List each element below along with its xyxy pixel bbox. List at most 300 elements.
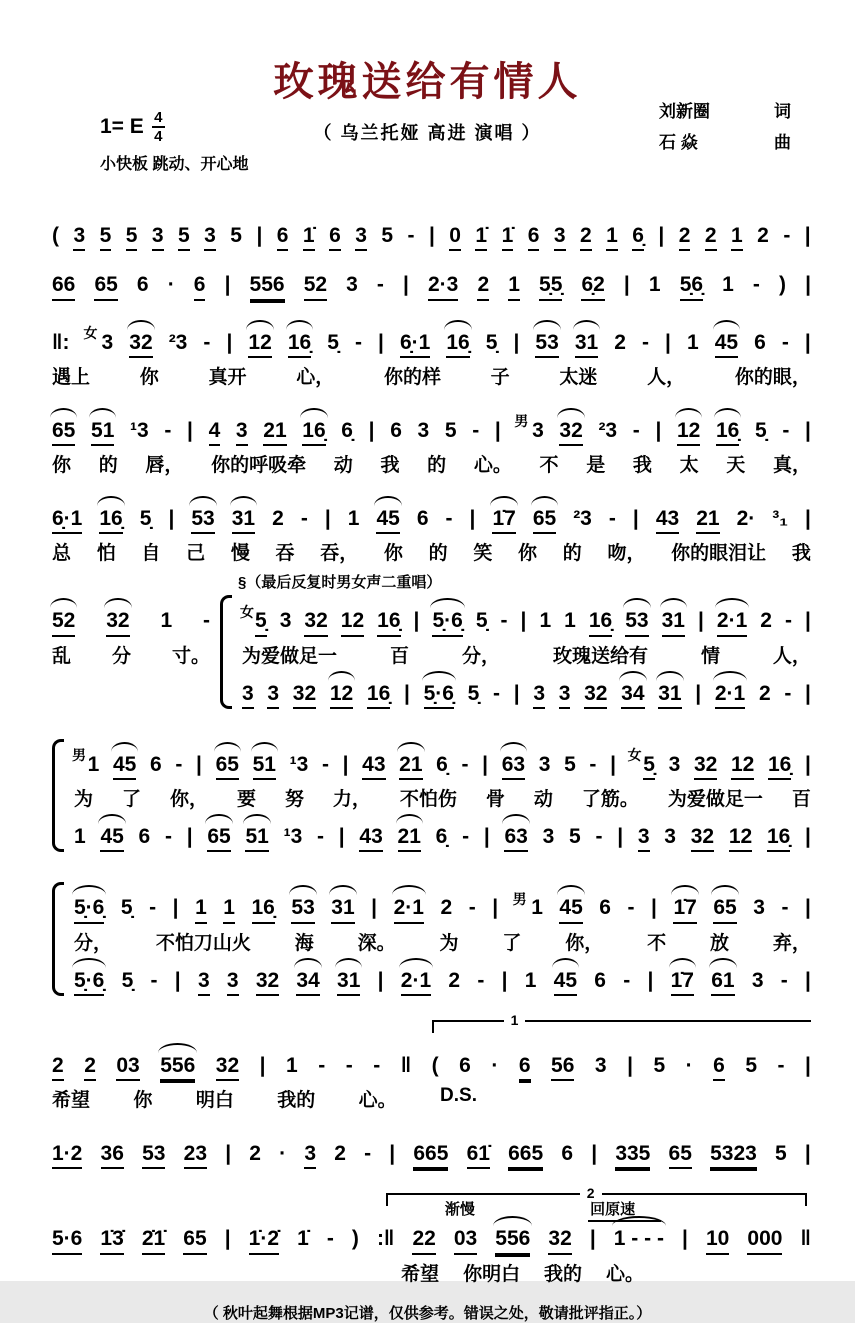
music-line	[52, 1213, 811, 1254]
bar-line: |	[469, 507, 476, 530]
note-token: 5	[381, 224, 394, 247]
lyric-syllable: 骨	[485, 789, 505, 810]
note-token: 2	[760, 609, 772, 633]
note-token: 2·1	[715, 681, 745, 709]
lyric-syllable: 分，	[461, 645, 500, 667]
bar-line: |	[259, 1053, 266, 1077]
lyric-syllable: 力，	[332, 789, 371, 810]
note-token: 335	[615, 1141, 650, 1169]
lyric-syllable: 总	[52, 543, 72, 565]
lyrics-line	[242, 641, 811, 668]
note-token: 22	[412, 1226, 435, 1254]
lyric-syllable: 慢	[230, 543, 250, 565]
lyric-syllable: 真开	[208, 366, 247, 388]
note-token: 6	[138, 825, 151, 848]
note-token: -	[318, 1053, 326, 1077]
note-token: 2	[705, 223, 717, 251]
note-token: 3	[204, 223, 216, 251]
note-token: ·	[167, 273, 175, 297]
note-token: 5̣	[327, 330, 339, 354]
note-token: 32	[216, 1053, 239, 1081]
lyric-syllable: 你	[133, 1090, 153, 1111]
duet-row	[52, 574, 811, 709]
lyricist-credit	[659, 96, 791, 127]
note-token: 5	[569, 825, 581, 848]
note-token: -	[203, 330, 211, 354]
note-token: 51	[91, 418, 114, 446]
note-token: 5̣	[255, 608, 267, 636]
lyric-syllable: 了	[121, 789, 141, 810]
lyric-syllable: 百	[791, 789, 811, 810]
note-token: 1̇7	[492, 506, 515, 534]
meter-bottom: 4	[154, 128, 163, 145]
bar-line: |	[377, 968, 384, 992]
bar-line: |	[805, 681, 811, 705]
bar-line: |	[196, 752, 202, 776]
bar-line: |	[804, 507, 811, 530]
bar-line: |	[804, 1142, 811, 1165]
lyric-syllable: 希望	[52, 1090, 91, 1111]
note-token: 16̣	[589, 608, 612, 636]
note-token: 1	[531, 896, 543, 920]
bar-line: |	[324, 507, 331, 530]
note-token: 5	[178, 223, 190, 251]
note-token: 2̇1̇	[142, 1226, 165, 1254]
performers-subtitle: （ 乌兰托娅 高进 演唱 ）	[313, 123, 542, 143]
note-token: -	[780, 968, 788, 992]
lyric-syllable: 百	[389, 645, 409, 667]
note-token: 5̣	[643, 752, 655, 780]
note-token: 23	[184, 1141, 207, 1169]
bar-line: |	[617, 825, 624, 848]
note-token: 3	[559, 681, 571, 709]
note-token: 65	[533, 506, 556, 534]
header	[0, 0, 855, 202]
note-token: 31	[331, 895, 354, 923]
duet-voices	[238, 574, 811, 709]
lyric-syllable: 乱	[52, 645, 72, 667]
lyric-syllable: 弃，	[772, 932, 811, 954]
composer-name: 石 焱	[659, 133, 698, 153]
lyric-syllable: 为爱做足一	[667, 789, 763, 810]
bar-line: |	[174, 968, 181, 992]
bar-line: |	[805, 752, 811, 776]
lyrics-line	[401, 1259, 644, 1286]
tempo-change-label: 回原速	[588, 1198, 661, 1222]
note-token: 3	[101, 330, 114, 354]
note-token: (	[52, 224, 59, 247]
note-token: 5	[100, 223, 112, 251]
note-token: 3	[638, 824, 650, 852]
bar-line: |	[371, 896, 378, 920]
duet-row	[52, 739, 811, 853]
tempo-marking: 小快板 跳动、开心地	[100, 156, 249, 173]
footer-note: （ 秋叶起舞根据MP3记谱，仅供参考。错误之处，敬请批评指正。）	[203, 1304, 652, 1322]
note-token: 63	[504, 824, 527, 852]
lyric-syllable: 放	[710, 932, 730, 954]
music-line: ‖: 女 3 32 ²3 - | 12 16̣ 5̣ - | 6̣·1 16̣ 5̣ | 53 31 2 - | 1 45 6 - |	[52, 317, 811, 358]
score-row	[52, 210, 811, 251]
note-token: 0	[449, 223, 461, 251]
note-token: 12	[677, 418, 700, 446]
bar-line: |	[623, 273, 630, 297]
bar-line: |	[695, 681, 702, 705]
note-token: 34	[296, 968, 319, 996]
note-token: 2·1	[394, 895, 424, 923]
note-token: 665	[508, 1141, 543, 1169]
lyric-syllable: 心。	[473, 455, 512, 476]
note-token: 2	[52, 1053, 64, 1081]
note-token: 2	[580, 223, 592, 251]
lyric-syllable: 我的	[277, 1090, 316, 1111]
lyric-syllable: 了筋。	[581, 789, 639, 810]
bar-line: |	[805, 896, 811, 920]
lyric-syllable: 分，	[74, 932, 113, 954]
note-token: 34	[621, 681, 644, 709]
note-token: 1̇	[297, 1227, 309, 1251]
note-token: 16̣	[252, 895, 275, 923]
note-token: -	[784, 681, 792, 705]
note-token: 6	[459, 1053, 471, 1077]
score-row	[52, 405, 811, 477]
note-token: 03	[454, 1226, 477, 1254]
note-token: 665	[413, 1141, 448, 1169]
note-token: 16̣	[767, 824, 790, 852]
lyric-syllable: 不	[647, 932, 667, 954]
note-token: 5̣·6̣	[432, 608, 462, 636]
time-signature	[152, 110, 165, 144]
note-token: 66	[52, 272, 75, 300]
bar-line: ‖	[800, 1227, 811, 1251]
note-token: 3	[538, 752, 551, 776]
lyric-syllable: 希望	[401, 1263, 440, 1285]
music-line: 男 1 45 6 - | 65 51 ¹3 - | 43 21 6̣ - | 63 3 5 - | 女 5̣ 3 32 12 16̣ |	[74, 739, 811, 780]
note-token: 2·3	[428, 272, 458, 300]
note-token: 5·6	[52, 1226, 82, 1254]
note-token: -	[321, 752, 329, 776]
note-token: -	[627, 896, 635, 920]
bar-line: |	[226, 330, 233, 354]
duet-voices	[74, 739, 811, 853]
bar-line: |	[520, 609, 527, 633]
note-token: 3	[532, 418, 544, 442]
score-row	[52, 1012, 811, 1112]
note-token: 65	[216, 752, 239, 780]
note-token: 6	[329, 223, 341, 251]
note-token: 2	[477, 272, 489, 300]
note-token: -	[589, 752, 597, 776]
lyric-syllable: 遇上	[52, 366, 91, 388]
note-token: 6	[390, 418, 402, 442]
bar-line: |	[591, 1142, 598, 1165]
bar-line: |	[482, 752, 489, 776]
note-token: 3	[554, 223, 566, 251]
note-token: 2	[84, 1053, 96, 1081]
note-token: 43	[359, 824, 382, 852]
credits	[659, 96, 791, 159]
note-token: -	[781, 896, 789, 920]
note-token: 2	[272, 507, 284, 530]
bar-line: |	[413, 609, 420, 633]
note-token: 45	[113, 752, 136, 780]
lyricist-role: 词	[774, 102, 791, 121]
lyric-syllable: 天	[726, 455, 746, 476]
song-title: 玫瑰送给有情人	[273, 60, 582, 104]
note-token: 3	[668, 752, 681, 776]
note-token: 16̣	[446, 330, 469, 358]
bar-line: |	[494, 418, 501, 442]
score-row	[52, 259, 811, 300]
note-token: 12	[731, 752, 754, 780]
note-token: -	[493, 681, 501, 705]
lyric-syllable: 心，	[296, 366, 335, 388]
note-token: -	[364, 1142, 372, 1165]
note-token: -	[175, 752, 183, 776]
note-token: 5̣	[475, 609, 488, 633]
note-token: 32	[129, 330, 152, 358]
note-token: 32	[304, 608, 327, 636]
note-token: 6̣2	[581, 272, 604, 300]
note-token: -	[477, 968, 485, 992]
note-token: 45	[715, 330, 738, 358]
note-token: 2·1	[401, 968, 431, 996]
note-token: 3	[198, 968, 210, 996]
bar-line: |	[805, 418, 811, 442]
bar-line: |	[378, 330, 384, 354]
lyric-syllable: 动	[533, 789, 553, 810]
lyric-syllable: 的	[98, 455, 118, 476]
note-token: -	[777, 1053, 785, 1077]
note-token: ·	[491, 1053, 499, 1077]
lyric-syllable: 你的眼，	[734, 366, 811, 388]
note-token: -	[149, 896, 157, 920]
bar-line: |	[647, 968, 654, 992]
lyric-syllable: 我的	[544, 1263, 583, 1285]
note-token: 52	[304, 272, 327, 300]
lyric-syllable: 人，	[647, 366, 686, 388]
lyric-syllable: D.S.	[440, 1085, 477, 1106]
note-token: 10	[706, 1226, 729, 1254]
note-token: 5̣5̣	[539, 272, 562, 300]
bar-line: |	[483, 825, 490, 848]
note-token: 51	[253, 752, 276, 780]
bar-line: |	[589, 1227, 596, 1251]
note-token: 53	[625, 608, 648, 636]
note-token: -	[608, 507, 616, 530]
note-token: 3	[417, 418, 430, 442]
note-token: 3	[664, 825, 676, 848]
note-token: 5̣	[121, 968, 134, 992]
volta-number: 1	[504, 1012, 526, 1028]
music-line	[242, 668, 811, 709]
lyric-syllable: 你	[52, 455, 72, 476]
note-token: 5̣·6̣	[424, 681, 454, 709]
music-line	[52, 1128, 811, 1169]
lyrics-line	[52, 538, 811, 565]
note-token: 3	[751, 968, 764, 992]
lyric-syllable: 吞，	[320, 543, 359, 565]
note-token: 31	[232, 506, 255, 534]
note-token: 61	[711, 968, 734, 996]
note-token: 5	[126, 223, 138, 251]
note-token: 3	[542, 825, 555, 848]
note-token: 51	[245, 824, 268, 852]
lyric-syllable: 你明白	[463, 1263, 521, 1285]
note-token: -	[326, 1227, 334, 1251]
music-line	[52, 595, 210, 636]
note-token: 2	[679, 223, 691, 251]
note-token: ³₁	[772, 507, 788, 530]
note-token: 6̣	[341, 418, 353, 442]
lyric-syllable: 分	[111, 645, 131, 667]
music-line: 女 5̣ 3 32 12 16̣ | 5̣·6̣ 5̣ - | 1 1 16̣ 53 31 | 2·1 2 - |	[242, 595, 811, 636]
note-token: 1̇·2̇	[249, 1226, 279, 1254]
note-token: 3	[227, 968, 239, 996]
score-row	[52, 317, 811, 389]
note-token: 21	[399, 752, 422, 780]
note-token: -	[783, 224, 791, 247]
note-token: 5323	[710, 1141, 757, 1169]
note-token: 3	[355, 223, 367, 251]
score	[0, 210, 855, 1286]
music-line: 65 51 ¹3 - | 4 3 21 16̣ 6̣ | 6 3 5 - | 男 3 32 ²3 - | 12 16̣ 5̣ - |	[52, 405, 811, 446]
lyric-syllable: 你的样	[383, 366, 441, 388]
note-token: 53	[535, 330, 558, 358]
bar-line: |	[804, 330, 811, 354]
key-signature	[100, 110, 248, 144]
bar-line: |	[186, 825, 193, 848]
score-row	[52, 1185, 811, 1285]
key-and-tempo	[100, 110, 248, 174]
note-token: 5̣	[485, 330, 498, 354]
note-token: 556	[250, 272, 285, 300]
note-token: 3	[242, 681, 254, 709]
note-token: (	[431, 1053, 439, 1077]
note-token: 12	[341, 608, 364, 636]
lyric-syllable: 不怕刀山火	[155, 932, 251, 954]
lyric-syllable: 寸。	[171, 645, 210, 667]
note-token: 1̇7	[673, 895, 696, 923]
bar-line: |	[428, 224, 435, 247]
note-token: -	[202, 609, 210, 633]
note-token: 21	[263, 418, 286, 446]
note-token: 6̣·1	[400, 330, 430, 358]
note-token: 2	[448, 968, 461, 992]
lyrics-line	[74, 784, 811, 811]
note-token: 52	[52, 608, 75, 636]
note-token: 2	[614, 330, 626, 354]
note-token: 5̣	[467, 681, 480, 705]
note-token: 3	[594, 1053, 607, 1077]
lyric-syllable: 怕	[96, 543, 116, 565]
lyric-syllable: 努	[284, 789, 304, 810]
tempo-change-label: 渐慢	[444, 1201, 475, 1219]
note-token: 6	[519, 1053, 531, 1081]
note-token: -	[354, 330, 362, 354]
music-line	[74, 811, 811, 852]
score-row	[52, 493, 811, 565]
lyric-syllable: 动	[333, 455, 353, 476]
lyric-syllable: 要	[236, 789, 256, 810]
bar-line: |	[610, 752, 616, 776]
note-token: 6	[277, 223, 289, 251]
lyric-syllable: 为	[439, 932, 459, 954]
lyric-syllable: 情	[700, 645, 720, 667]
bar-line: |	[513, 330, 520, 354]
note-token: 1	[195, 895, 207, 923]
lyrics-line	[52, 1085, 477, 1112]
lyric-syllable: 自	[141, 543, 161, 565]
note-token: 3	[267, 681, 279, 709]
note-token: -	[150, 968, 158, 992]
note-token: 1	[347, 507, 360, 530]
note-token: 53	[142, 1141, 165, 1169]
bar-line: |	[804, 609, 811, 633]
bar-line: |	[651, 896, 657, 920]
note-token: 65	[94, 272, 117, 300]
bar-line: |	[501, 968, 508, 992]
bar-line: |	[682, 1227, 688, 1251]
note-token: 1	[731, 223, 743, 251]
lyric-syllable: 的	[427, 455, 447, 476]
duet-row	[52, 882, 811, 996]
note-token: 1	[606, 223, 618, 251]
note-token: 43	[362, 752, 385, 780]
lyric-syllable: 的	[428, 543, 448, 565]
lyric-syllable: 吞	[275, 543, 295, 565]
note-token: 3	[73, 223, 85, 251]
note-token: 6	[150, 752, 162, 776]
duet-bracket	[52, 882, 64, 996]
note-token: 56	[551, 1053, 574, 1081]
note-token: 5	[230, 224, 242, 247]
lyric-syllable: 你，	[565, 932, 604, 954]
bar-line: |	[805, 968, 811, 992]
bar-line: ‖:	[52, 330, 70, 354]
note-token: 45	[100, 824, 123, 852]
lyric-syllable: 心。	[358, 1090, 397, 1111]
volta-bracket	[386, 1185, 807, 1219]
note-token: 556	[160, 1053, 195, 1081]
lyric-syllable: 为爱做足一	[242, 645, 338, 667]
bar-line: |	[804, 224, 811, 247]
lyric-syllable: 你的呼吸牵	[211, 455, 307, 476]
note-token: -	[500, 609, 508, 633]
bar-line: |	[403, 681, 410, 705]
duet-bracket	[220, 595, 232, 709]
bar-line: |	[697, 609, 704, 633]
note-token: ¹3	[283, 825, 303, 848]
music-line	[52, 259, 811, 300]
note-token: ²3	[598, 418, 618, 442]
note-token: 5	[775, 1142, 787, 1165]
note-token: 32	[548, 1226, 571, 1254]
bar-line: ‖	[400, 1053, 412, 1077]
note-token: 1	[74, 825, 86, 848]
note-token: 1	[686, 330, 699, 354]
note-token: 5	[564, 752, 576, 776]
bar-line: |	[805, 273, 811, 297]
note-token: -	[462, 825, 470, 848]
lyric-syllable: 深。	[357, 932, 396, 954]
note-token: 5̣6̣	[680, 272, 703, 300]
note-token: 45	[554, 968, 577, 996]
note-token: -	[407, 224, 415, 247]
note-token: 1̇	[502, 223, 514, 251]
note-token: -	[782, 418, 790, 442]
note-token: ·	[279, 1142, 287, 1165]
note-token: 2·1	[717, 608, 747, 636]
